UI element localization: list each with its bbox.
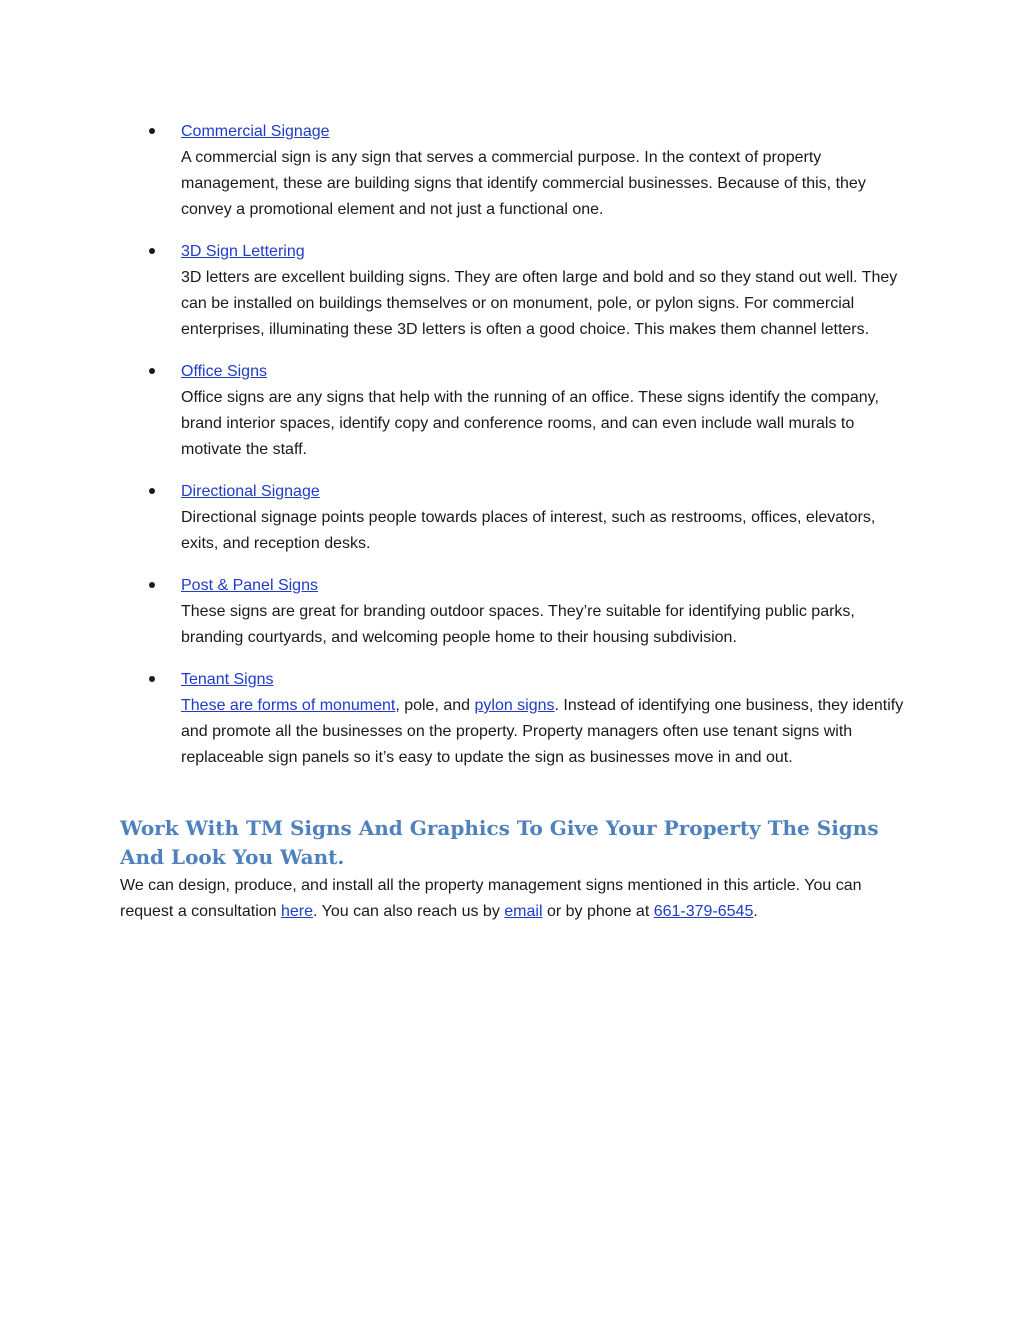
tenant-signs-description bbox=[181, 693, 911, 771]
bullet-icon bbox=[149, 582, 155, 588]
section-heading: Work With TM Signs And Graphics To Give Your Property The Signs And Look You Want. bbox=[120, 816, 879, 869]
list-item bbox=[0, 479, 911, 557]
3d-sign-lettering-description: 3D letters are excellent building signs. They are often large and bold and so they stand out well. They can be installed on buildings themselves or on monument, pole, or pylon signs. For commercial enterprises, illuminating these 3D letters is often a good choice. This makes them channel letters. bbox=[181, 269, 898, 338]
list-item bbox=[0, 359, 911, 463]
office-signs-link[interactable]: Office Signs bbox=[181, 363, 267, 380]
list-item bbox=[0, 239, 911, 343]
sign-types-list bbox=[0, 119, 1024, 787]
directional-signage-link[interactable]: Directional Signage bbox=[181, 483, 320, 500]
phone-link[interactable]: 661-379-6545 bbox=[653, 903, 754, 920]
closing-text: . You can also reach us by bbox=[313, 903, 505, 920]
bullet-icon bbox=[149, 488, 155, 494]
list-item bbox=[0, 573, 911, 651]
consultation-here-link[interactable]: here bbox=[281, 903, 314, 920]
monument-signs-link[interactable]: These are forms of monument bbox=[181, 697, 396, 714]
3d-sign-lettering-link[interactable]: 3D Sign Lettering bbox=[181, 243, 305, 260]
tenant-desc-text: . Instead of identifying one business, they identify and promote all the businesses on the property. Property managers often use tenant signs with replaceable sign panels so it’s easy to update the sign as businesses move in and out. bbox=[181, 697, 904, 766]
closing-text: or by phone at bbox=[542, 903, 654, 920]
commercial-signage-link[interactable]: Commercial Signage bbox=[181, 123, 330, 140]
closing-paragraph bbox=[120, 873, 910, 925]
closing-text: We can design, produce, and install all the property management signs mentioned in this article. You can request a consultation bbox=[120, 877, 862, 920]
list-item bbox=[0, 119, 911, 223]
office-signs-description: Office signs are any signs that help with the running of an office. These signs identify the company, brand interior spaces, identify copy and conference rooms, and can even include wall murals to motivate the staff. bbox=[181, 389, 879, 458]
post-panel-signs-description: These signs are great for branding outdoor spaces. They’re suitable for identifying public parks, branding courtyards, and welcoming people home to their housing subdivision. bbox=[181, 603, 855, 646]
bullet-icon bbox=[149, 676, 155, 682]
directional-signage-description: Directional signage points people towards places of interest, such as restrooms, offices, elevators, exits, and reception desks. bbox=[181, 509, 876, 552]
commercial-signage-description: A commercial sign is any sign that serves a commercial purpose. In the context of property management, these are building signs that identify commercial businesses. Because of this, they convey a promotional element and not just a functional one. bbox=[181, 149, 866, 218]
list-item bbox=[0, 667, 911, 771]
bullet-icon bbox=[149, 128, 155, 134]
pylon-signs-link[interactable]: pylon signs bbox=[474, 697, 555, 714]
post-panel-signs-link[interactable]: Post & Panel Signs bbox=[181, 577, 318, 594]
tenant-desc-text: , pole, and bbox=[395, 697, 475, 714]
bullet-icon bbox=[149, 368, 155, 374]
bullet-icon bbox=[149, 248, 155, 254]
closing-text: . bbox=[753, 903, 758, 920]
email-link[interactable]: email bbox=[504, 903, 543, 920]
tenant-signs-link[interactable]: Tenant Signs bbox=[181, 671, 274, 688]
